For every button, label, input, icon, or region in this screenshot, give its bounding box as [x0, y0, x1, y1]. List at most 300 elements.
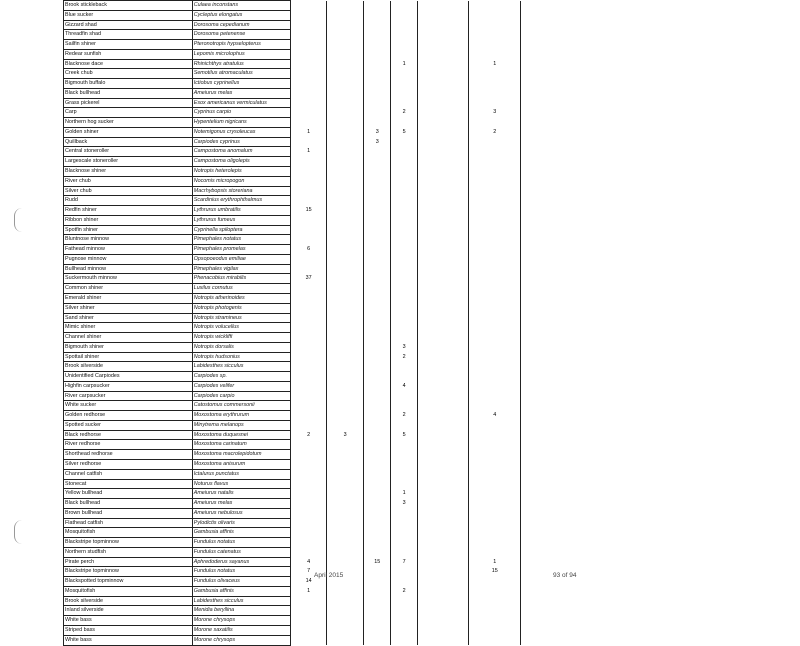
- count-cell: [364, 626, 391, 636]
- count-cell: [326, 626, 364, 636]
- count-cell: [391, 577, 418, 587]
- count-cell: 7: [291, 567, 326, 577]
- scientific-name-cell: Notemigonus crysoleucas: [192, 127, 291, 137]
- table-row: [64, 557, 521, 567]
- count-cell: [291, 372, 326, 382]
- scientific-name-cell: Semotilus atromaculatus: [192, 69, 291, 79]
- common-name-cell: Threadfin shad: [64, 30, 193, 40]
- count-cell: 3: [364, 127, 391, 137]
- scientific-name-cell: Moxostoma duquesnei: [192, 430, 291, 440]
- scientific-name-cell: Ictalurus punctatus: [192, 469, 291, 479]
- common-name-cell: Silver redhorse: [64, 459, 193, 469]
- count-cell: [291, 108, 326, 118]
- scientific-name-cell: Pteronotropis hypselopterus: [192, 40, 291, 50]
- scientific-name-cell: Morone chrysops: [192, 635, 291, 645]
- common-name-cell: Striped bass: [64, 626, 193, 636]
- count-cell: [391, 206, 418, 216]
- count-cell: [326, 323, 364, 333]
- count-cell: [326, 411, 364, 421]
- count-cell: [469, 528, 521, 538]
- count-cell: [326, 342, 364, 352]
- count-cell: [469, 586, 521, 596]
- scientific-name-cell: Lythrurus umbratilis: [192, 206, 291, 216]
- count-cell: [291, 167, 326, 177]
- count-cell: [364, 333, 391, 343]
- count-cell: [469, 196, 521, 206]
- count-cell: [417, 626, 468, 636]
- scientific-name-cell: Moxostoma erythrurum: [192, 411, 291, 421]
- count-cell: [391, 391, 418, 401]
- scientific-name-cell: Ictiobus cyprinellus: [192, 79, 291, 89]
- table-row: [64, 352, 521, 362]
- scientific-name-cell: Lepomis microlophus: [192, 49, 291, 59]
- common-name-cell: Highfin carpsucker: [64, 381, 193, 391]
- table-row: [64, 411, 521, 421]
- table-row: [64, 303, 521, 313]
- count-cell: [417, 254, 468, 264]
- count-cell: [364, 577, 391, 587]
- common-name-cell: Fathead minnow: [64, 245, 193, 255]
- count-cell: [417, 176, 468, 186]
- table-row: [64, 40, 521, 50]
- count-cell: [326, 284, 364, 294]
- count-cell: 6: [291, 245, 326, 255]
- table-row: [64, 167, 521, 177]
- table-row: [64, 635, 521, 645]
- count-cell: 3: [391, 342, 418, 352]
- count-cell: [364, 362, 391, 372]
- count-cell: [364, 499, 391, 509]
- count-cell: [326, 196, 364, 206]
- table-row: [64, 586, 521, 596]
- count-cell: [364, 567, 391, 577]
- count-cell: [291, 518, 326, 528]
- count-cell: [364, 284, 391, 294]
- count-cell: [469, 635, 521, 645]
- common-name-cell: Blackstripe topminnow: [64, 567, 193, 577]
- scientific-name-cell: Ameiurus natalis: [192, 489, 291, 499]
- table-row: [64, 577, 521, 587]
- count-cell: [291, 508, 326, 518]
- scientific-name-cell: Campostoma anomalum: [192, 147, 291, 157]
- table-row: [64, 381, 521, 391]
- count-cell: [326, 499, 364, 509]
- table-row: [64, 420, 521, 430]
- count-cell: [364, 264, 391, 274]
- count-cell: [469, 254, 521, 264]
- count-cell: [364, 30, 391, 40]
- table-row: [64, 186, 521, 196]
- count-cell: [391, 69, 418, 79]
- count-cell: [364, 235, 391, 245]
- count-cell: [326, 420, 364, 430]
- count-cell: [291, 333, 326, 343]
- scientific-name-cell: Notropis volucellus: [192, 323, 291, 333]
- common-name-cell: Blue sucker: [64, 10, 193, 20]
- count-cell: [469, 284, 521, 294]
- count-cell: [391, 20, 418, 30]
- common-name-cell: Mosquitofish: [64, 586, 193, 596]
- count-cell: [326, 528, 364, 538]
- count-cell: [364, 20, 391, 30]
- scientific-name-cell: Notropis dorsalis: [192, 342, 291, 352]
- scientific-name-cell: Culaea inconstans: [192, 1, 291, 11]
- common-name-cell: Brook stickleback: [64, 1, 193, 11]
- count-cell: [291, 362, 326, 372]
- count-cell: [326, 635, 364, 645]
- count-cell: [391, 362, 418, 372]
- count-cell: [291, 118, 326, 128]
- count-cell: [417, 518, 468, 528]
- count-cell: [391, 606, 418, 616]
- table-row: [64, 606, 521, 616]
- count-cell: [391, 176, 418, 186]
- count-cell: [417, 303, 468, 313]
- table-row: [64, 489, 521, 499]
- count-cell: [391, 450, 418, 460]
- table-row: [64, 508, 521, 518]
- count-cell: [417, 499, 468, 509]
- count-cell: [391, 323, 418, 333]
- scientific-name-cell: Nocomis micropogon: [192, 176, 291, 186]
- common-name-cell: Gizzard shad: [64, 20, 193, 30]
- count-cell: [391, 88, 418, 98]
- count-cell: [364, 157, 391, 167]
- count-cell: [291, 479, 326, 489]
- common-name-cell: Quillback: [64, 137, 193, 147]
- count-cell: [391, 459, 418, 469]
- count-cell: [326, 10, 364, 20]
- count-cell: [291, 69, 326, 79]
- table-row: [64, 342, 521, 352]
- count-cell: [364, 420, 391, 430]
- count-cell: [291, 98, 326, 108]
- count-cell: [364, 323, 391, 333]
- common-name-cell: River carpsucker: [64, 391, 193, 401]
- count-cell: [417, 489, 468, 499]
- count-cell: [364, 49, 391, 59]
- count-cell: [469, 186, 521, 196]
- common-name-cell: Bluntnose minnow: [64, 235, 193, 245]
- count-cell: [417, 616, 468, 626]
- table-row: [64, 1, 521, 11]
- count-cell: [469, 225, 521, 235]
- table-row: [64, 596, 521, 606]
- count-cell: [326, 215, 364, 225]
- common-name-cell: Spotfin shiner: [64, 225, 193, 235]
- table-row: [64, 98, 521, 108]
- count-cell: [326, 59, 364, 69]
- table-row: [64, 88, 521, 98]
- count-cell: 1: [291, 127, 326, 137]
- count-cell: [417, 547, 468, 557]
- count-cell: 2: [469, 127, 521, 137]
- table-row: [64, 147, 521, 157]
- scientific-name-cell: Gambusia affinis: [192, 586, 291, 596]
- count-cell: [469, 157, 521, 167]
- count-cell: [326, 440, 364, 450]
- table-row: [64, 254, 521, 264]
- count-cell: [364, 245, 391, 255]
- table-row: [64, 469, 521, 479]
- count-cell: [326, 352, 364, 362]
- count-cell: [391, 303, 418, 313]
- table-row: [64, 518, 521, 528]
- table-row: [64, 391, 521, 401]
- count-cell: [417, 40, 468, 50]
- table-row: [64, 69, 521, 79]
- scientific-name-cell: Opsopoeodus emiliae: [192, 254, 291, 264]
- common-name-cell: River redhorse: [64, 440, 193, 450]
- count-cell: [469, 616, 521, 626]
- count-cell: [417, 264, 468, 274]
- count-cell: [326, 245, 364, 255]
- count-cell: [364, 586, 391, 596]
- scientific-name-cell: Notropis photogenis: [192, 303, 291, 313]
- count-cell: 3: [364, 137, 391, 147]
- count-cell: [291, 40, 326, 50]
- table-row: [64, 401, 521, 411]
- count-cell: [417, 411, 468, 421]
- count-cell: [326, 264, 364, 274]
- table-row: [64, 323, 521, 333]
- count-cell: [326, 274, 364, 284]
- count-cell: [417, 1, 468, 11]
- count-cell: [364, 606, 391, 616]
- count-cell: [391, 508, 418, 518]
- count-cell: [469, 547, 521, 557]
- count-cell: [469, 479, 521, 489]
- scientific-name-cell: Fundulus notatus: [192, 567, 291, 577]
- scientific-name-cell: Cycleptus elongatus: [192, 10, 291, 20]
- count-cell: [417, 528, 468, 538]
- count-cell: [417, 577, 468, 587]
- count-cell: [326, 186, 364, 196]
- count-cell: [417, 401, 468, 411]
- count-cell: [469, 167, 521, 177]
- count-cell: [469, 420, 521, 430]
- count-cell: [364, 215, 391, 225]
- count-cell: [291, 616, 326, 626]
- count-cell: [326, 206, 364, 216]
- scientific-name-cell: Macrhybopsis storeriana: [192, 186, 291, 196]
- count-cell: [469, 30, 521, 40]
- count-cell: [291, 235, 326, 245]
- common-name-cell: Bigmouth shiner: [64, 342, 193, 352]
- count-cell: [391, 186, 418, 196]
- count-cell: [417, 586, 468, 596]
- scientific-name-cell: Carpiodes cyprinus: [192, 137, 291, 147]
- hole-punch-mark: [14, 208, 23, 232]
- count-cell: [417, 469, 468, 479]
- count-cell: 2: [391, 352, 418, 362]
- count-cell: [469, 333, 521, 343]
- common-name-cell: Blacknose shiner: [64, 167, 193, 177]
- count-cell: [469, 1, 521, 11]
- count-cell: [391, 157, 418, 167]
- count-cell: [469, 49, 521, 59]
- count-cell: [417, 118, 468, 128]
- count-cell: [469, 274, 521, 284]
- count-cell: [417, 635, 468, 645]
- count-cell: [326, 118, 364, 128]
- count-cell: [326, 225, 364, 235]
- count-cell: [326, 469, 364, 479]
- count-cell: [291, 489, 326, 499]
- count-cell: [326, 79, 364, 89]
- count-cell: [364, 342, 391, 352]
- count-cell: [391, 30, 418, 40]
- common-name-cell: Creek chub: [64, 69, 193, 79]
- common-name-cell: Black redhorse: [64, 430, 193, 440]
- count-cell: [364, 352, 391, 362]
- count-cell: [469, 372, 521, 382]
- count-cell: [291, 313, 326, 323]
- count-cell: [326, 147, 364, 157]
- count-cell: [326, 372, 364, 382]
- count-cell: [326, 176, 364, 186]
- count-cell: [391, 254, 418, 264]
- count-cell: [326, 450, 364, 460]
- count-cell: [391, 420, 418, 430]
- scientific-name-cell: Catostomus commersonii: [192, 401, 291, 411]
- count-cell: [391, 1, 418, 11]
- count-cell: [291, 596, 326, 606]
- count-cell: [417, 362, 468, 372]
- count-cell: [291, 186, 326, 196]
- count-cell: [417, 342, 468, 352]
- count-cell: [291, 196, 326, 206]
- scientific-name-cell: Phenacobius mirabilis: [192, 274, 291, 284]
- count-cell: [417, 108, 468, 118]
- count-cell: [391, 137, 418, 147]
- count-cell: [469, 303, 521, 313]
- count-cell: [326, 547, 364, 557]
- count-cell: 1: [291, 147, 326, 157]
- count-cell: [391, 167, 418, 177]
- count-cell: [326, 333, 364, 343]
- common-name-cell: White bass: [64, 635, 193, 645]
- common-name-cell: River chub: [64, 176, 193, 186]
- count-cell: [326, 606, 364, 616]
- table-row: [64, 616, 521, 626]
- table-row: [64, 430, 521, 440]
- count-cell: [326, 596, 364, 606]
- count-cell: 4: [291, 557, 326, 567]
- count-cell: [326, 108, 364, 118]
- count-cell: [417, 274, 468, 284]
- count-cell: [291, 499, 326, 509]
- count-cell: [469, 293, 521, 303]
- count-cell: [469, 118, 521, 128]
- count-cell: [417, 10, 468, 20]
- count-cell: [417, 284, 468, 294]
- scientific-name-cell: Rhinichthys atratulus: [192, 59, 291, 69]
- common-name-cell: Channel catfish: [64, 469, 193, 479]
- count-cell: [469, 215, 521, 225]
- count-cell: [364, 176, 391, 186]
- table-row: [64, 284, 521, 294]
- footer-date: April 2015: [314, 572, 344, 579]
- scientific-name-cell: Notropis wickliffi: [192, 333, 291, 343]
- count-cell: [291, 176, 326, 186]
- count-cell: [364, 508, 391, 518]
- count-cell: [291, 342, 326, 352]
- count-cell: 14: [291, 577, 326, 587]
- count-cell: [364, 98, 391, 108]
- count-cell: [469, 469, 521, 479]
- count-cell: [417, 98, 468, 108]
- count-cell: [469, 147, 521, 157]
- count-cell: [417, 293, 468, 303]
- count-cell: 5: [391, 127, 418, 137]
- common-name-cell: Central stoneroller: [64, 147, 193, 157]
- count-cell: [364, 596, 391, 606]
- count-cell: [291, 323, 326, 333]
- count-cell: [326, 303, 364, 313]
- table-row: [64, 450, 521, 460]
- common-name-cell: Brook silverside: [64, 596, 193, 606]
- table-row: [64, 225, 521, 235]
- count-cell: [364, 616, 391, 626]
- common-name-cell: Blacknose dace: [64, 59, 193, 69]
- count-cell: [364, 69, 391, 79]
- count-cell: [326, 69, 364, 79]
- scientific-name-cell: Campostoma oligolepis: [192, 157, 291, 167]
- common-name-cell: Suckermouth minnow: [64, 274, 193, 284]
- common-name-cell: Golden shiner: [64, 127, 193, 137]
- count-cell: [326, 235, 364, 245]
- count-cell: [417, 420, 468, 430]
- count-cell: 15: [364, 557, 391, 567]
- count-cell: [364, 167, 391, 177]
- table-row: [64, 274, 521, 284]
- count-cell: [364, 469, 391, 479]
- table-row: [64, 196, 521, 206]
- count-cell: [417, 440, 468, 450]
- table-row: [64, 333, 521, 343]
- common-name-cell: Inland silverside: [64, 606, 193, 616]
- count-cell: [291, 391, 326, 401]
- count-cell: [417, 245, 468, 255]
- count-cell: [417, 167, 468, 177]
- count-cell: 1: [469, 557, 521, 567]
- count-cell: [417, 450, 468, 460]
- count-cell: [364, 88, 391, 98]
- count-cell: 3: [469, 108, 521, 118]
- scientific-name-cell: Pimephales promelas: [192, 245, 291, 255]
- count-cell: [391, 538, 418, 548]
- count-cell: 1: [469, 59, 521, 69]
- count-cell: [291, 157, 326, 167]
- count-cell: 1: [391, 489, 418, 499]
- count-cell: [291, 79, 326, 89]
- count-cell: [417, 79, 468, 89]
- count-cell: [364, 459, 391, 469]
- table-row: [64, 59, 521, 69]
- count-cell: [326, 1, 364, 11]
- table-row: [64, 362, 521, 372]
- count-cell: [364, 79, 391, 89]
- common-name-cell: Flathead catfish: [64, 518, 193, 528]
- count-cell: [391, 596, 418, 606]
- count-cell: [364, 225, 391, 235]
- count-cell: [364, 538, 391, 548]
- count-cell: [417, 88, 468, 98]
- count-cell: [364, 635, 391, 645]
- count-cell: [391, 567, 418, 577]
- count-cell: [291, 635, 326, 645]
